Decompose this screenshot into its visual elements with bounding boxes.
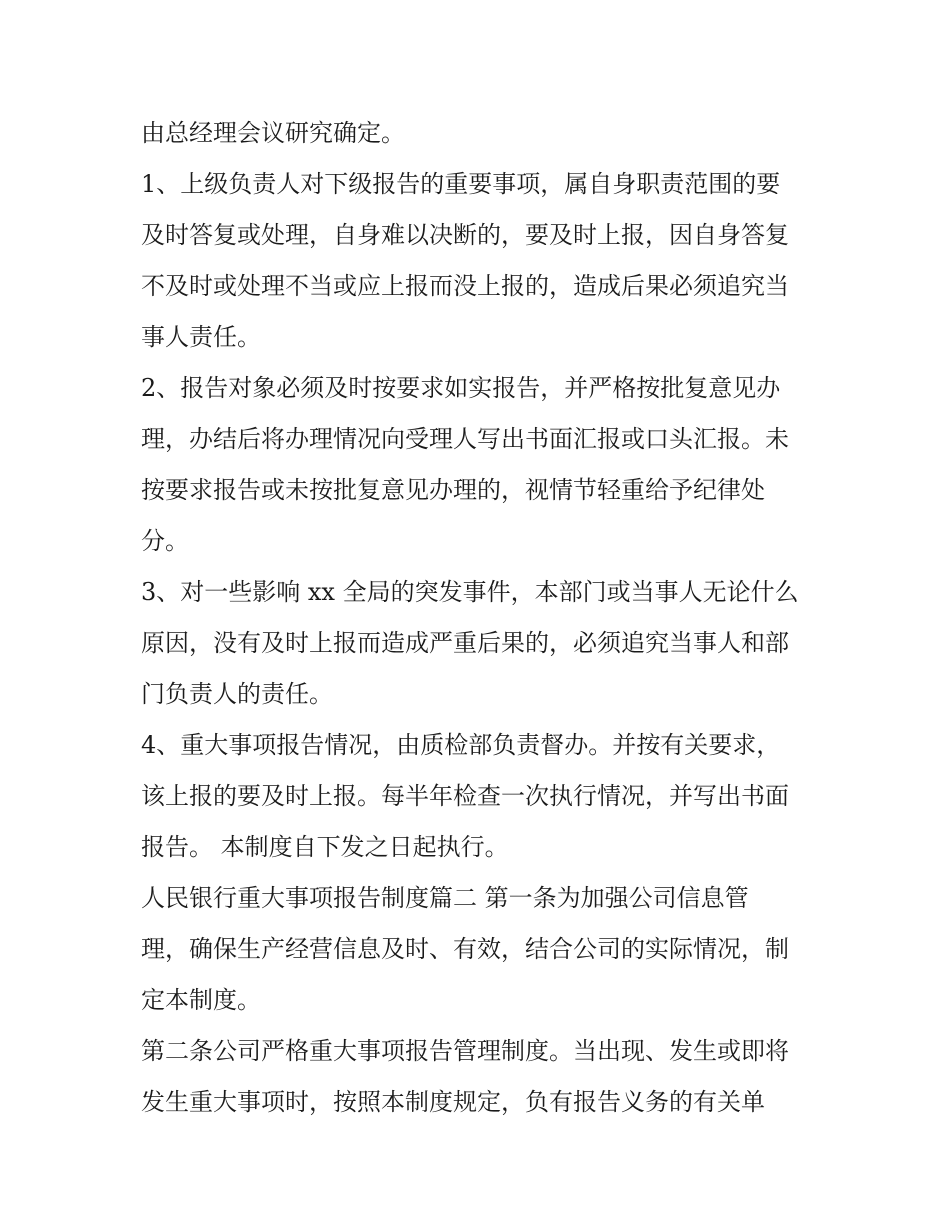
text-line: 该上报的要及时上报。每半年检查一次执行情况，并写出书面 xyxy=(141,782,789,810)
text-line: 1、上级负责人对下级报告的重要事项，属自身职责范围的要 xyxy=(141,170,781,198)
text-line: 分。 xyxy=(141,527,189,555)
text-line: 原因，没有及时上报而造成严重后果的，必须追究当事人和部 xyxy=(141,629,789,657)
text-line: 报告。 本制度自下发之日起执行。 xyxy=(141,833,509,861)
text-line: 发生重大事项时，按照本制度规定，负有报告义务的有关单 xyxy=(141,1088,765,1116)
document-body xyxy=(141,108,821,1128)
text-line: 2、报告对象必须及时按要求如实报告，并严格按批复意见办 xyxy=(141,374,781,402)
text-line: 定本制度。 xyxy=(141,986,261,1014)
text-line: 及时答复或处理，自身难以决断的，要及时上报，因自身答复 xyxy=(141,221,789,249)
text-line: 按要求报告或未按批复意见办理的，视情节轻重给予纪律处 xyxy=(141,476,765,504)
text-line: 理，办结后将办理情况向受理人写出书面汇报或口头汇报。未 xyxy=(141,425,789,453)
text-line: 理，确保生产经营信息及时、有效，结合公司的实际情况，制 xyxy=(141,935,789,963)
text-line: 4、重大事项报告情况，由质检部负责督办。并按有关要求， xyxy=(141,731,781,759)
text-line: 门负责人的责任。 xyxy=(141,680,333,708)
text-line: 第二条公司严格重大事项报告管理制度。当出现、发生或即将 xyxy=(141,1037,789,1065)
text-line: 不及时或处理不当或应上报而没上报的，造成后果必须追究当 xyxy=(141,272,789,300)
text-line: 3、对一些影响 xx 全局的突发事件，本部门或当事人无论什么 xyxy=(141,578,799,606)
text-line: 人民银行重大事项报告制度篇二 第一条为加强公司信息管 xyxy=(141,884,749,912)
text-line: 由总经理会议研究确定。 xyxy=(141,119,405,147)
text-line: 事人责任。 xyxy=(141,323,261,351)
